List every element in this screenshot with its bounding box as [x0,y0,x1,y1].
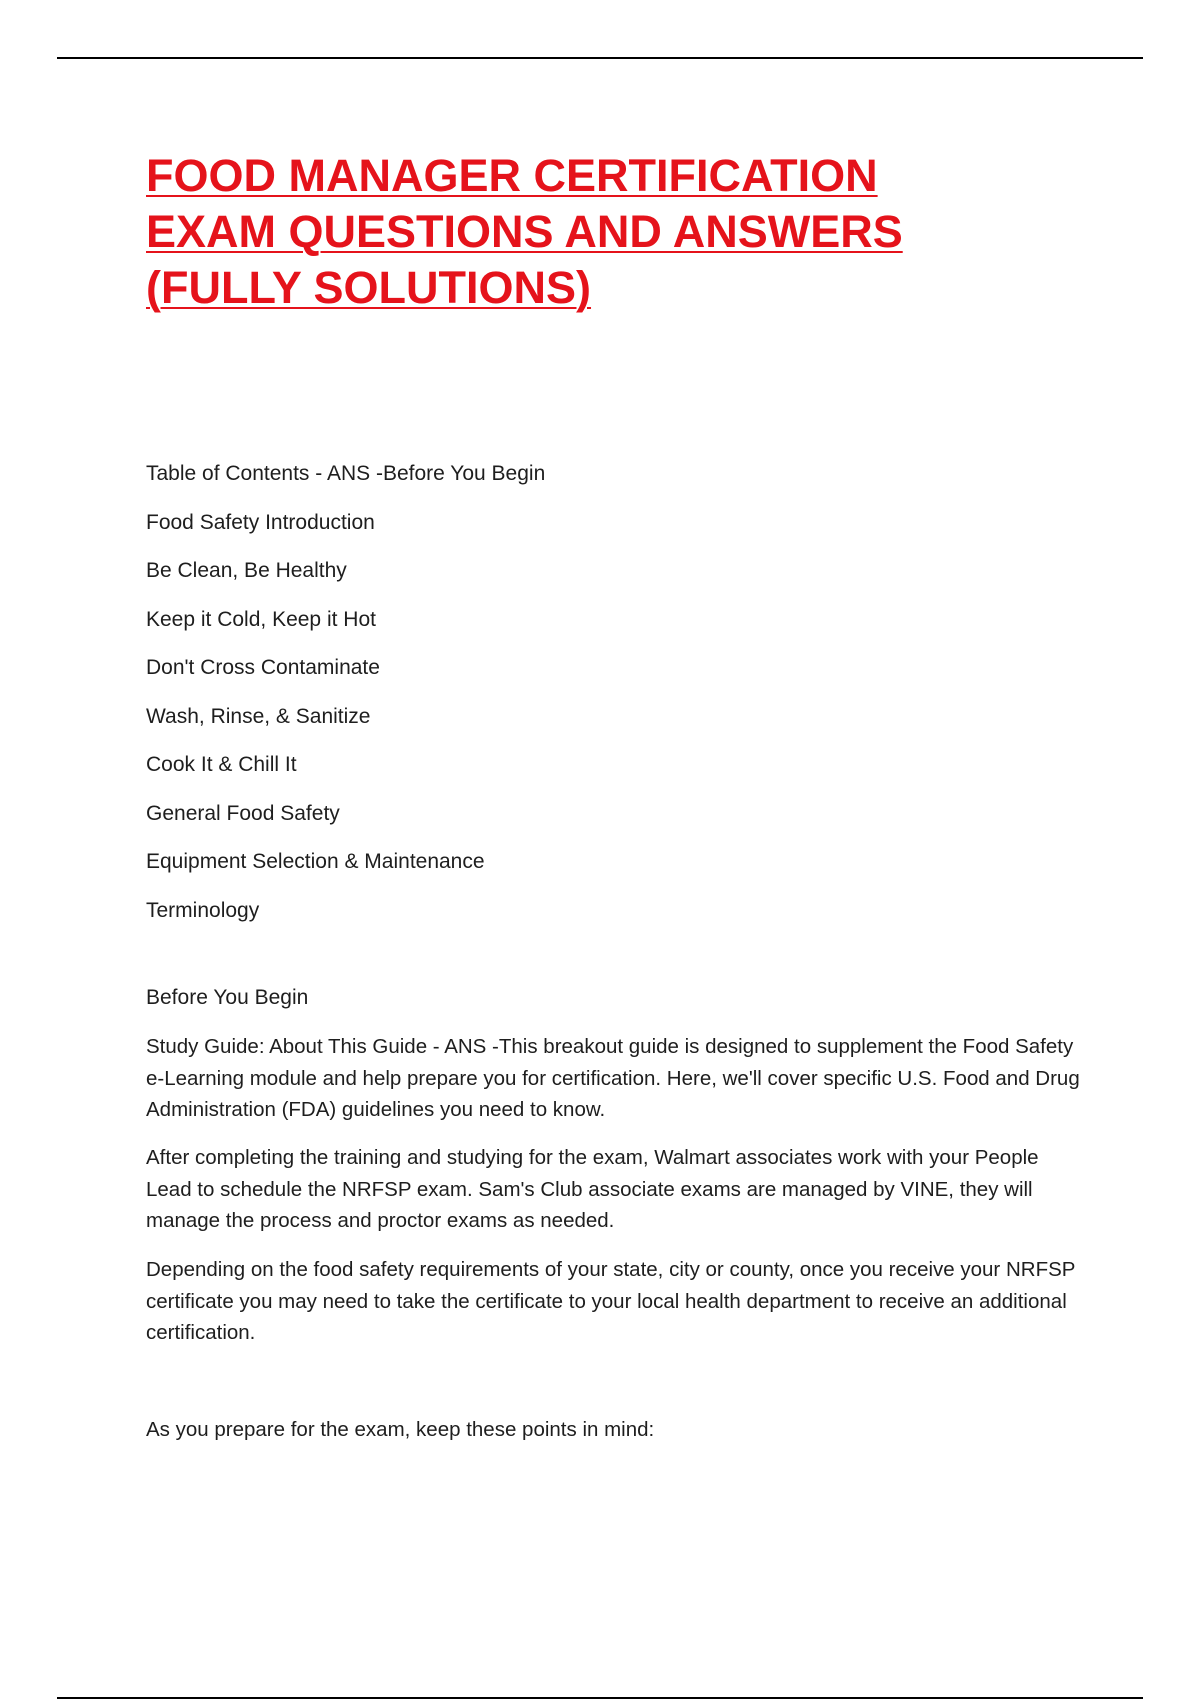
toc-item: Table of Contents - ANS -Before You Begin [146,462,546,485]
title-line: EXAM QUESTIONS AND ANSWERS [146,206,903,257]
footer-rule [57,1697,1143,1699]
exam-prep-paragraph: As you prepare for the exam, keep these points in mind: [146,1418,655,1441]
title-line: FOOD MANAGER CERTIFICATION [146,150,878,201]
table-of-contents [146,450,545,935]
toc-item: Don't Cross Contaminate [146,656,380,679]
toc-item: General Food Safety [146,801,340,825]
header-rule [57,57,1143,59]
certification-requirements-paragraph: Depending on the food safety requirements of your state, city or county, once you receive your NRFSP certificate you may need to take the certificate to your local health department to receive an additional certification. [146,1258,1076,1344]
toc-item: Be Clean, Be Healthy [146,559,347,582]
toc-item: Cook It & Chill It [146,753,297,776]
toc-item: Wash, Rinse, & Sanitize [146,704,371,728]
document-page [146,148,1086,1441]
study-guide-paragraph: Study Guide: About This Guide - ANS -This breakout guide is designed to supplement the Food Safety e-Learning module and help prepare you for certification. Here, we'll cover specific U.S. Food and Drug Administration (FDA) guidelines you need to know. [146,1035,1080,1121]
toc-item: Food Safety Introduction [146,510,375,534]
title-line: (FULLY SOLUTIONS) [146,262,592,313]
document-title [146,148,1086,316]
section-heading: Before You Begin [146,986,309,1009]
toc-item: Terminology [146,898,260,922]
toc-item: Keep it Cold, Keep it Hot [146,607,376,631]
toc-item: Equipment Selection & Maintenance [146,850,485,873]
exam-scheduling-paragraph: After completing the training and studying for the exam, Walmart associates work with your People Lead to schedule the NRFSP exam. Sam's Club associate exams are managed by VINE, they will manage the process and proctor exams as needed. [146,1146,1039,1232]
